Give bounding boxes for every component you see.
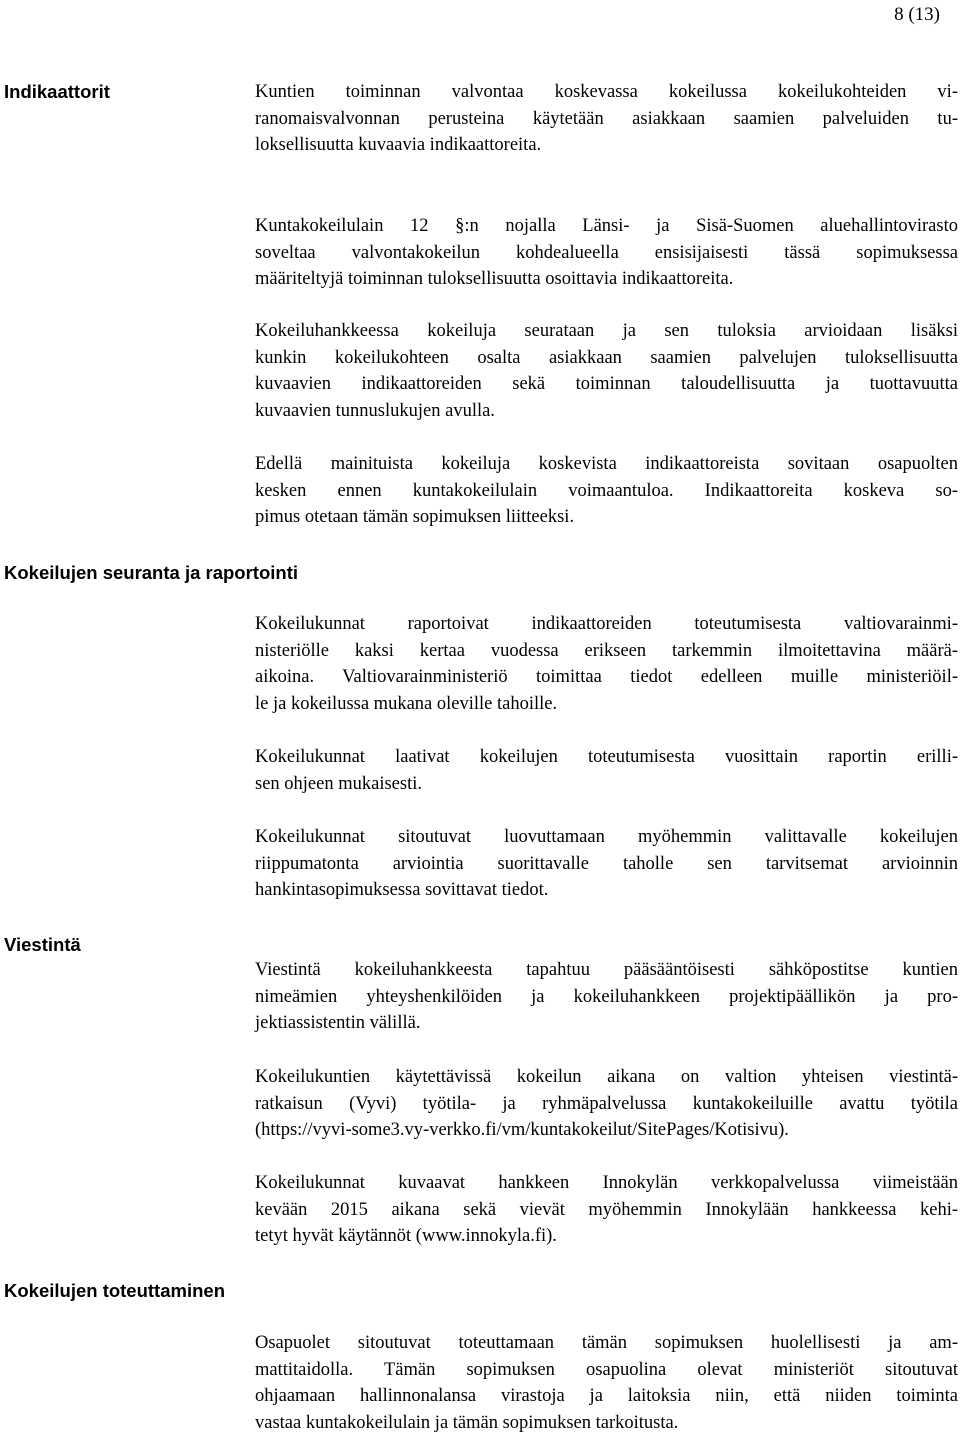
- text-line: nisteriölle kaksi kertaa vuodessa erikseen tarkemmin ilmoitettavina määrä-: [255, 640, 958, 661]
- text-line: Kokeiluhankkeessa kokeiluja seurataan ja sen tuloksia arvioidaan lisäksi: [255, 321, 958, 341]
- text-line: Kokeilukuntien käytettävissä kokeilun aikana on valtion yhteisen viestintä-: [255, 1067, 958, 1087]
- text-line: loksellisuutta kuvaavia indikaattoreita.: [255, 135, 542, 156]
- paragraph-vyvi-tyotila: [255, 1064, 958, 1144]
- text-line: ratkaisun (Vyvi) työtila- ja ryhmäpalvelussa kuntakokeiluille avattu työtila: [255, 1093, 958, 1114]
- paragraph-innokyla: [255, 1170, 958, 1250]
- text-line: Kuntien toiminnan valvontaa koskevassa kokeilussa kokeilukohteiden vi-: [255, 82, 958, 102]
- text-line: ranomaisvalvonnan perusteina käytetään asiakkaan saamien palveluiden tu-: [255, 108, 958, 129]
- text-line: Osapuolet sitoutuvat toteuttamaan tämän sopimuksen huolellisesti ja am-: [255, 1333, 958, 1353]
- text-line: ohjaamaan hallinnonalansa virastoja ja laitoksia niin, että niiden toiminta: [255, 1386, 958, 1407]
- text-line: Viestintä kokeiluhankkeesta tapahtuu pääsääntöisesti sähköpostitse kuntien: [255, 960, 958, 980]
- text-line: Kokeilukunnat kuvaavat hankkeen Innokylän verkkopalvelussa viimeistään: [255, 1173, 958, 1193]
- paragraph-toteuttaminen: [255, 1330, 958, 1436]
- text-line: soveltaa valvontakokeilun kohdealueella ensisijaisesti tässä sopimuksessa: [255, 242, 958, 263]
- text-line: jektiassistentin välillä.: [255, 1013, 421, 1034]
- section-heading-toteuttaminen: Kokeilujen toteuttaminen: [4, 1280, 225, 1301]
- text-line: kuvaavien indikaattoreiden sekä toiminnan taloudellisuutta ja tuottavuutta: [255, 374, 958, 395]
- paragraph-viestinta-sahkoposti: [255, 957, 958, 1037]
- text-line: (https://vyvi-some3.vy-verkko.fi/vm/kuntakokeilut/SitePages/Kotisivu).: [255, 1120, 789, 1141]
- text-line: sen ohjeen mukaisesti.: [255, 773, 422, 794]
- paragraph-aluehallintovirasto: [255, 213, 958, 293]
- text-line: Kokeilukunnat raportoivat indikaattoreiden toteutumisesta valtiovarainmi-: [255, 614, 958, 634]
- text-line: Kuntakokeilulain 12 §:n nojalla Länsi- ja Sisä-Suomen aluehallintovirasto: [255, 216, 958, 236]
- text-line: tetyt hyvät käytännöt (www.innokyla.fi).: [255, 1226, 557, 1247]
- text-line: Kokeilukunnat sitoutuvat luovuttamaan myöhemmin valittavalle kokeilujen: [255, 827, 958, 847]
- paragraph-raportointi: [255, 611, 958, 717]
- text-line: pimus otetaan tämän sopimuksen liitteeksi.: [255, 507, 575, 528]
- text-line: le ja kokeilussa mukana oleville tahoille.: [255, 693, 558, 714]
- text-line: riippumatonta arviointia suorittavalle taholle sen tarvitsemat arvioinnin: [255, 853, 958, 874]
- text-line: kesken ennen kuntakokeilulain voimaantuloa. Indikaattoreita koskeva so-: [255, 480, 958, 501]
- paragraph-indikaattorit-sopimus: [255, 451, 958, 531]
- text-line: nimeämien yhteyshenkilöiden ja kokeiluhankkeen projektipäällikön ja pro-: [255, 986, 958, 1007]
- section-heading-viestinta: Viestintä: [4, 934, 81, 955]
- paragraph-arviointi: [255, 824, 958, 904]
- text-line: kevään 2015 aikana sekä vievät myöhemmin Innokylään hankkeessa kehi-: [255, 1199, 958, 1220]
- text-line: määriteltyjä toiminnan tuloksellisuutta osoittavia indikaattoreita.: [255, 269, 734, 290]
- paragraph-kokeiluhanke-seuranta: [255, 318, 958, 424]
- section-heading-indikaattorit: Indikaattorit: [4, 81, 110, 102]
- text-line: Edellä mainituista kokeiluja koskevista indikaattoreista sovitaan osapuolten: [255, 454, 958, 474]
- text-line: kuvaavien tunnuslukujen avulla.: [255, 400, 495, 421]
- text-line: mattitaidolla. Tämän sopimuksen osapuolina olevat ministeriöt sitoutuvat: [255, 1359, 958, 1380]
- text-line: kunkin kokeilukohteen osalta asiakkaan saamien palvelujen tuloksellisuutta: [255, 347, 958, 368]
- text-line: hankintasopimuksessa sovittavat tiedot.: [255, 880, 549, 901]
- page-number: 8 (13): [894, 4, 940, 25]
- paragraph-vuosiraportti: [255, 744, 958, 797]
- paragraph-indicators-intro: [255, 79, 958, 159]
- text-line: vastaa kuntakokeilulain ja tämän sopimuksen tarkoitusta.: [255, 1412, 679, 1433]
- text-line: Kokeilukunnat laativat kokeilujen toteutumisesta vuosittain raportin erilli-: [255, 747, 958, 767]
- section-heading-seuranta: Kokeilujen seuranta ja raportointi: [4, 562, 299, 583]
- text-line: aikoina. Valtiovarainministeriö toimittaa tiedot edelleen muille ministeriöil-: [255, 667, 958, 688]
